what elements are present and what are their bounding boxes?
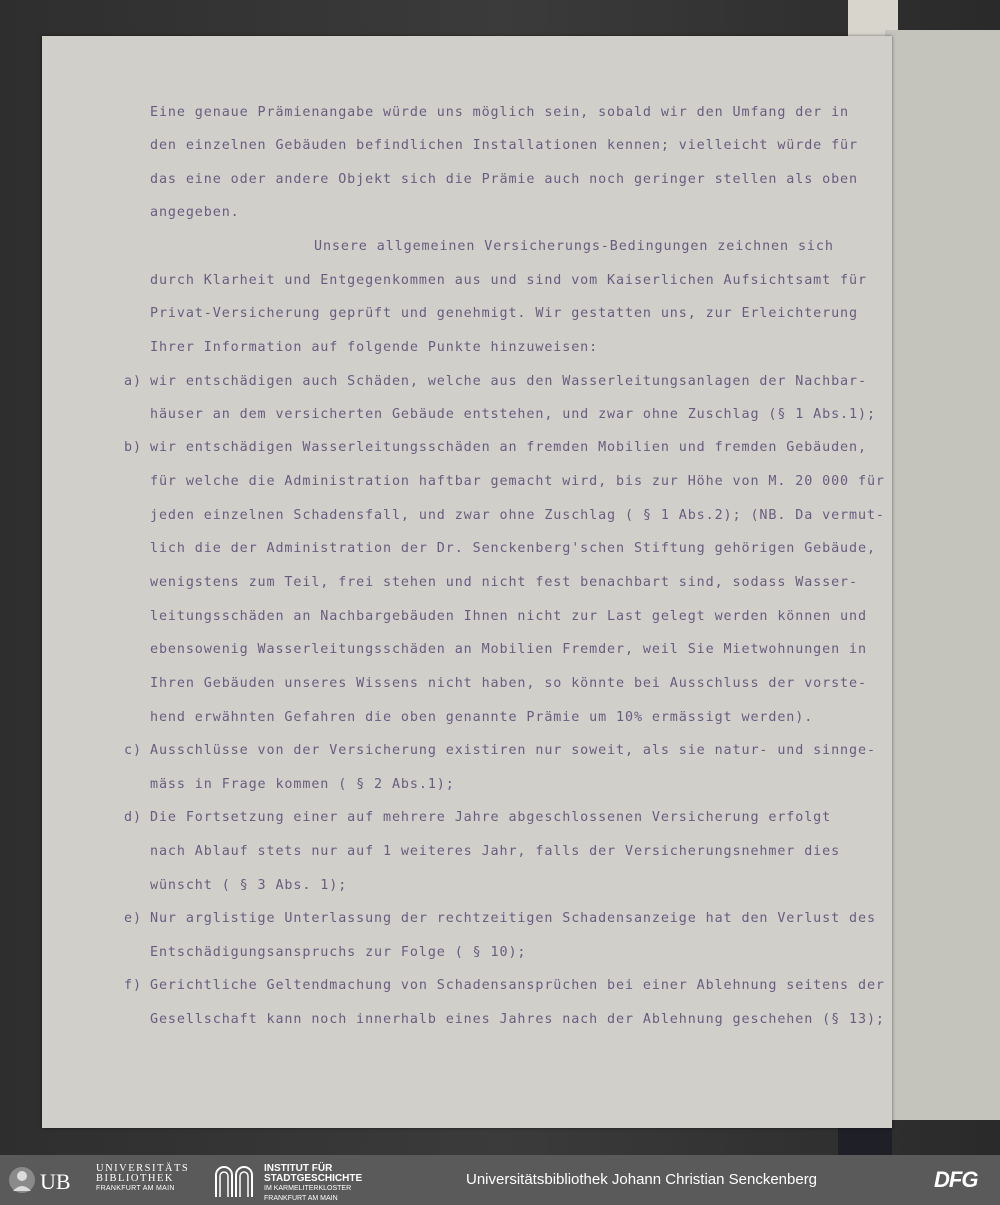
ub-line2: BIBLIOTHEK [96,1173,174,1184]
text-line: angegeben. [150,205,240,220]
marker-b: b) [124,440,142,455]
text-line: Nur arglistige Unterlassung der rechtzeitigen Schadensanzeige hat den Verlust des [150,911,876,926]
text-line: für welche die Administration haftbar gemacht wird, bis zur Höhe von M. 20 000 für [150,474,885,489]
text-line: nach Ablauf stets nur auf 1 weiteres Jahr, falls der Versicherungsnehmer dies [150,844,841,859]
marker-d: d) [124,810,142,825]
text-line: jeden einzelnen Schadensfall, und zwar ohne Zuschlag ( § 1 Abs.2); (NB. Da vermut- [150,508,885,523]
marker-c: c) [124,743,142,758]
text-line: ebensowenig Wasserleitungsschäden an Mobilien Fremder, weil Sie Mietwohnungen in [150,642,867,657]
text-line: Gerichtliche Geltendmachung von Schadensansprüchen bei einer Ablehnung seitens der [150,978,885,993]
isg-line4: FRANKFURT AM MAIN [264,1195,338,1202]
text-line: Ihrer Information auf folgende Punkte hinzuweisen: [150,340,599,355]
text-line: Ihren Gebäuden unseres Wissens nicht haben, so könnte bei Ausschluss der vorste- [150,676,867,691]
ub-line1: UNIVERSITÄTS [96,1163,190,1174]
text-line: häuser an dem versicherten Gebäude entstehen, und zwar ohne Zuschlag (§ 1 Abs.1); [150,407,876,422]
marker-f: f) [124,978,142,993]
isg-line3: IM KARMELITERKLOSTER [264,1185,352,1192]
text-line: Privat-Versicherung geprüft und genehmigt. Wir gestatten uns, zur Erleichterung [150,306,858,321]
footer-bar [0,1155,1000,1205]
marker-e: e) [124,911,142,926]
text-line: lich die der Administration der Dr. Senckenberg'schen Stiftung gehörigen Gebäude, [150,541,876,556]
text-line: Unsere allgemeinen Versicherungs-Bedingungen zeichnen sich [314,239,834,254]
isg-logo-icon [214,1163,258,1197]
ub-line3: FRANKFURT AM MAIN [96,1185,175,1192]
text-line: den einzelnen Gebäuden befindlichen Installationen kennen; vielleicht würde für [150,138,858,153]
document-text [42,36,892,1128]
ub-name [96,1164,189,1194]
text-line: das eine oder andere Objekt sich die Prämie auch noch geringer stellen als oben [150,172,858,187]
isg-line1: INSTITUT FÜR [264,1163,333,1174]
isg-line2: STADTGESCHICHTE [264,1173,363,1184]
ub-logo-icon [6,1164,90,1196]
text-line: durch Klarheit und Entgegenkommen aus und sind vom Kaiserlichen Aufsichtsamt für [150,273,867,288]
marker-a: a) [124,374,142,389]
text-line: Die Fortsetzung einer auf mehrere Jahre abgeschlossenen Versicherung erfolgt [150,810,832,825]
text-line: Gesellschaft kann noch innerhalb eines Jahres nach der Ablehnung geschehen (§ 13); [150,1012,885,1027]
text-line: leitungsschäden an Nachbargebäuden Ihnen nicht zur Last gelegt werden können und [150,609,867,624]
text-line: wenigstens zum Teil, frei stehen und nicht fest benachbart sind, sodass Wasser- [150,575,858,590]
text-line: wünscht ( § 3 Abs. 1); [150,878,348,893]
text-line: wir entschädigen Wasserleitungsschäden an fremden Mobilien und fremden Gebäuden, [150,440,867,455]
text-line: Entschädigungsanspruchs zur Folge ( § 10); [150,945,527,960]
ub-logo-text: UB [40,1169,71,1194]
isg-name [264,1164,362,1204]
text-line: wir entschädigen auch Schäden, welche aus den Wasserleitungsanlagen der Nachbar- [150,374,867,389]
document-page [42,36,892,1128]
library-name: Universitätsbibliothek Johann Christian Senckenberg [466,1171,818,1188]
dfg-logo: DFG [934,1167,978,1192]
back-sheet [885,30,1000,1120]
text-line: Eine genaue Prämienangabe würde uns möglich sein, sobald wir den Umfang der in [150,105,850,120]
text-line: Ausschlüsse von der Versicherung existiren nur soweit, als sie natur- und sinnge- [150,743,876,758]
text-line: mäss in Frage kommen ( § 2 Abs.1); [150,777,455,792]
text-line: hend erwähnten Gefahren die oben genannte Prämie um 10% ermässigt werden). [150,710,814,725]
